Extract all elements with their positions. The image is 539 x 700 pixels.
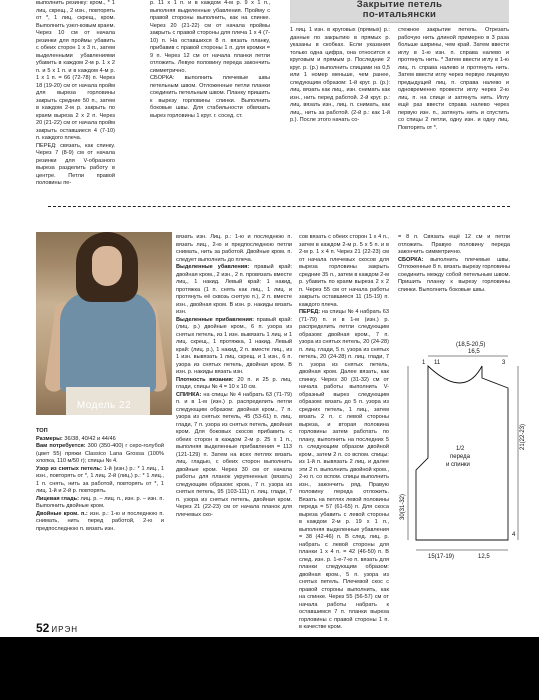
text: изн. р.: 1-ю и последнюю п. снимать, нить перед работой, 2-ю и предпоследнюю п. вязать изн.: [36, 510, 164, 532]
dim-side-right: 21(22-23): [520, 423, 526, 450]
top-column-4: [398, 27, 509, 207]
text: вязать изн. Лиц. р.: 1-ю и последнюю п. вязать лиц., 2-ю и предпоследнюю петли снимать, нить за работой. Двойные кром. п. следует выполнить до плеча.: [176, 234, 292, 263]
paragraph: [299, 234, 389, 309]
text: выполнить плечевые швы. Отложенные 8 п. вязать вырезу горловины соединить между собой петельным швом. Пришить планку к вырезу горловины спинки. Выполнить боковые швы.: [398, 256, 510, 293]
paragraph: [176, 264, 292, 317]
pattern-diagram: [398, 340, 528, 560]
left-column: [36, 428, 164, 618]
paragraph: [299, 309, 389, 632]
term: Выделенные прибавления:: [176, 316, 255, 323]
paragraph: [36, 436, 164, 444]
text: 1-й (изн.) р.: * 1 лиц., 1 изн., повторять от *, 1 лиц. 2-й (лиц.) р.: * 1 лиц., 1 п. снять, нить за работой, повторять от *, 1 лиц. 1-й и 2-й р. повторять.: [36, 465, 164, 494]
dim-bottom-left: 15(17-19): [428, 554, 455, 560]
top-column-2: [150, 0, 270, 205]
term: Размеры:: [36, 435, 63, 442]
paragraph: 1 лиц. 1 изн. в круговых (прямых) р.: данные по закрытию в прямых р. указаны в скобках. Если указания только одна цифра, она относится к круговым и прямым р. Последние 2 круг. р. (р.) выполнить спицами на 0,5 или 1 номер меньше, чем ранее, следующим образом: 1-й круг. р. (р.): лиц. вязать как лиц., изн. снимать как изн., нить перед работой. 2-й круг. р.: лиц. вязать изн., лиц. п. снимать, как лиц., нить за работой. (2-й р.: как 1-й р.). После этого начать со-: [290, 27, 390, 123]
term: Выделенные убавления:: [176, 264, 250, 270]
term: Плотность вязания:: [176, 376, 234, 383]
dim-side-left: 30(31-32): [400, 493, 406, 520]
photo-face: [92, 246, 122, 286]
text: 36/38, 40/42 и 44/46: [62, 435, 116, 442]
top-column-3: [290, 27, 390, 207]
text: 20 п. и 25 р. лиц. глади, спицы № 4 = 10 х 10 см.: [176, 376, 292, 390]
dim-side-bottom: 4: [512, 532, 516, 538]
paragraph: [36, 511, 164, 534]
paragraph: [36, 496, 164, 511]
fourth-column: [398, 234, 510, 334]
text: на спицы № 4 набрать 63 (71-79) п. и в 1-м (изн.) р. распределить петли следующим образом: двойная кром., 7 п. узора из снятых петель, 20 (24-28) п. лиц. глади, 5 п. узора из снятых петель, 20 (24-28) п. лиц. глади, 7 п. узора из снятых петель, двойная кром. Далее вязать, как спинку. Через 30 (31-32) см от начала работы выполнить V-образный вырез следующим образом: вязать до 5 п. узора из средних петель, 1 лиц., затем вязать 2 п. с левой стороны выреза, и вторая половина горловины затем работать по плану, выполнить на последних 5 п. следующим образом двойной кром., затем 2 п. со вспом. спицы: из 1-й п. вывязать 2 лиц. и далее эти 2 п. выполнить двойной кром., 2-ю п. со вспом. спицы выполнить изн., закончить ряд. Правую половину переда отложить. Вязать на петлях левой половины переда = 57 (61-65) п. Для скоса выреза убавить с левой стороны в каждом 2-м р. 19 х 1 п., выполняя выделенные убавления = 38 (42-46) п. В след. лиц. р. набрать с левой стороны для планки 1 х 4 п. = 42 (46-50) п. В след. изн. р. 1-е-7-ю п. вязать для планки следующим образом: двойная кром., 5 п. узора из снятых петель. Плечевой скос с правой стороны выполнить, как на спинке. Через 55 (56-57) см от начала работы набрать к оставшимся 7 п. планки выреза горловины с правой стороны 1 п. в качестве кром.: [299, 309, 389, 630]
header-line-2: по-итальянски: [362, 9, 437, 20]
dim-left-top: 11: [434, 360, 441, 366]
paragraph: р. 11 х 1 п. и в каждом 4-м р. 9 х 1 п., выполняя выделенные убавления. Пройму с правой стороны выполнить, как на спинке. Через 20 (21-22) см от начала проймы закрыть с правой стороны для плеча 1 х 4 (7-10) п. На оставшихся 8 п. вязать планку, прибавив с правой стороны 1 п. для кромки = 9 п. Через 12 см от начала планки петли отложить. Левую половину переда закончить симметрично.: [150, 0, 270, 74]
text: лиц. р. – лиц. п., изн. р. – изн. п. Выполнить двойные кром.: [36, 495, 164, 509]
section-header: [290, 0, 509, 22]
text: правый край: двойная кром., 2 изн., 2 п. провязать вместе лиц., 1 накид. Левый край: 1 накид, протяжка (1 п. снять как лиц., 1 лиц. и протянуть её сквозь снятую п.), 2 п. вместе изн., двойная кром. В изн. р. накиды вязать изн.: [176, 264, 292, 315]
term: СПИНКА:: [176, 391, 202, 398]
section-divider: [48, 206, 510, 207]
dim-top-value: 16,5: [468, 349, 480, 355]
dim-small: 3: [502, 360, 506, 366]
text: = 8 п. Связать ещё 12 см и петли отложить. Правую половину переда закончить симметрично.: [398, 234, 510, 255]
text: на спицы № 4 набрать 63 (71-79) п. и в 1-м (изн.) р. распределить петли следующим образом: двойная кром., 7 п. узора из снятых петель, 45 (53-61) п. лиц. глади, 7 п. узора из снятых петель, двойная кром. Для боковых скосов прибавить с обеих сторон в каждом 2-м р. 25 х 1 п., выполняя выделенные прибавления = 113 (121-129) п. Затем на всех петлях вязать лиц. гладью, с обеих сторон выполнить двойные кром. Через 30 см от начала работы для планок укрупненных (вязать) следующим образом: кром., 7 п. узора из снятых петель, 95 (103-111) п. лиц. глади, 7 п. узора из снятых петель, двойная кром. Через 21 (22-23) см от начала планок для плечевых ско-: [176, 391, 292, 518]
dim-small: 1: [422, 360, 426, 366]
text: правый край: (лиц. р.) двойные кром., 6 п. узора из снятых петель, из 1 изн. вывязать 1 лиц. и 1 лиц. скрещ., 1 протяжка, 1 накид. Левый край: (лиц. р.), 1 накид, 2 п. вместе лиц., из 1 изн. вывязать 1 лиц. скрещ. и 1 изн., 6 п. узора из снятых петель, двойная кром. В изн. р. накиды вязать изн.: [176, 316, 292, 375]
term: ПЕРЕД:: [299, 309, 321, 315]
paragraph: выполнить резинку: кром., * 1 лиц. скрещ., 2 изн., повторять от *, 1 лиц. скрещ., кром. Выполнить узел-ковым краем. Через 10 см от начала резинки для проймы убавить с обеих сторон 1 х 3 п., затем выделенными убавлениями убавить в каждом 2-м р. 1 х 2 п. и 5 х 1 п. и в каждом 4-м р. 1 х 1 п. = 66 (72-78) п. Через 18 (19-20) см от начала пройм для выреза горловины закрыть средние 50 п., затем в каждом 2-м р. закрыть по краям выреза 2 х 2 п. Через 20 (21-22) см от начала пройм закрыть оставшиеся 4 (7-10) п. каждого плеча.: [36, 0, 115, 141]
paragraph: [36, 466, 164, 496]
paragraph: [176, 392, 292, 520]
term: СБОРКА:: [398, 256, 424, 263]
text: 300 (350-400) г серо-голубой (цвет 55) пряжи Classico Lana Grossa (100% хлопка, 110 м/50 г); спицы № 4.: [36, 443, 164, 464]
model-label: Модель 22: [76, 400, 132, 411]
top-column-1: [36, 0, 115, 205]
term: ТОП: [36, 428, 48, 434]
third-column: [299, 234, 389, 634]
paragraph: [176, 377, 292, 392]
term: Лицевая гладь:: [36, 495, 79, 502]
dim-bottom-right: 12,5: [478, 554, 490, 560]
paragraph: [36, 428, 164, 436]
term: Двойные кром. п.:: [36, 510, 88, 517]
paragraph: [176, 317, 292, 377]
term: Вам потребуется:: [36, 443, 86, 449]
paragraph: [398, 234, 510, 257]
paragraph: [398, 257, 510, 295]
brand-name: ИРЭН: [51, 625, 78, 634]
center-label-3: и спинки: [446, 462, 470, 468]
text: сов вязать с обеих сторон 1 х 4 п., затем в каждом 2-м р. 5 х 5 п. и в 2-м р. 1 х 4 п. Через 21 (22-23) см от начала плечевых скосов для выреза горловины закрыть средние 35 п., затем в каждом 2-м р. убавить по краям выреза 2 х 2 п. Через 55 см от начала работы закрыть оставшиеся 11 (15-19) п. каждого плеча.: [299, 234, 389, 308]
middle-column: [176, 234, 292, 634]
dim-top-label: (18,5-20,5): [456, 342, 486, 348]
center-label-2: переда: [450, 454, 470, 460]
paragraph: [36, 443, 164, 466]
photo-top-garment: [60, 292, 156, 392]
center-label-1: 1/2: [456, 446, 465, 452]
paragraph: [176, 234, 292, 264]
paragraph: СБОРКА: выполнить плечевые швы петельным швом. Отложенные петли планки соединить петельным швом. Планку пришить к вырезу горловины спинки. Выполнить боковые швы. Для стабильности обвязать вырез горловины 1 круг. г. сосед. ст.: [150, 75, 270, 119]
term: Узор из снятых петель:: [36, 465, 102, 472]
header-rule: [290, 22, 509, 23]
paragraph: стежное закрытие петель. Отрезать рабочую нить длиной примерно в 3 раза больше ширины, чем край. Затем ввести иглу в 1-ю изн. п. справа налево и протянуть нить. * Затем ввести иглу в 1-ю лиц. п. справа налево и протянуть нить. Затем ввести иглу через первую лицевую предыдущей лиц. п. справа налево и одновременно провести иглу через 2-ю лиц. п. на спице и затянуть нить. Иглу ещё раз ввести справа налево через первую изн. п., затянуть нить и спустить со спицы 2 петли, одну изн. и одну лиц. Повторять от *.: [398, 27, 509, 131]
page-footer: [36, 621, 78, 635]
pattern-outline: [416, 366, 508, 540]
header-line-1: Закрытие петель: [356, 0, 443, 10]
page-number: 52: [36, 621, 50, 635]
paragraph: ПЕРЕД: связать, как спинку. Через 7 (8-9) см от начала резинки для V-образного выреза разделить работу в центре. Петли правой половины пе-: [36, 142, 115, 186]
model-photo: [36, 232, 172, 415]
